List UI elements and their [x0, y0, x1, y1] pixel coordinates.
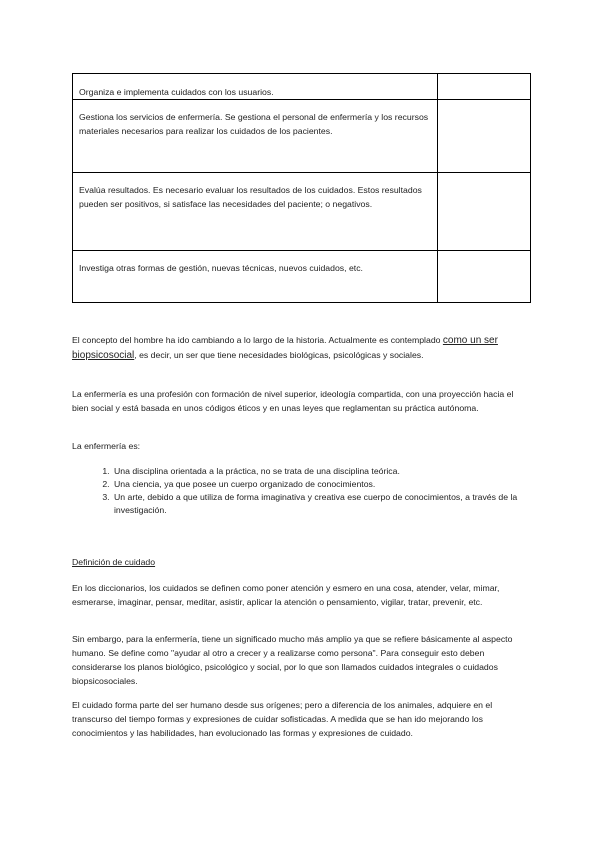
emphasis-text: como un ser biopsicosocial [72, 335, 498, 361]
paragraph-text: , es decir, un ser que tiene necesidades biológicas, psicológicas y sociales. [134, 350, 424, 360]
paragraph-origins: El cuidado forma parte del ser humano desde sus orígenes; pero a diferencia de los animales, adquiere en el transcurso del tiempo formas y expresiones de cuidar sofisticadas. A medida que se han ido mejorando los conocimientos y las habilidades, han evolucionado las formas y expresiones de cuidado. [72, 700, 493, 738]
table-cell-text: Investiga otras formas de gestión, nuevas técnicas, nuevos cuidados, etc. [73, 251, 438, 303]
paragraph-concept [72, 333, 532, 363]
paragraph-nursing-is: La enfermería es: [72, 441, 141, 451]
table-row [73, 74, 531, 100]
list-item: 1. Una disciplina orientada a la práctica, no se trata de una disciplina teórica. [112, 465, 532, 478]
numbered-list [72, 465, 532, 517]
table-cell-empty [438, 100, 531, 173]
table-cell-empty [438, 251, 531, 303]
paragraph-nursing-profession: La enfermería es una profesión con formación de nivel superior, ideología compartida, con una proyección hacia el bien social y está basada en unos códigos éticos y en unas leyes que reglamentan su práctica autónoma. [72, 389, 514, 413]
table-cell-text: Gestiona los servicios de enfermería. Se gestiona el personal de enfermería y los recursos materiales necesarios para realizar los cuidados de los pacientes. [73, 100, 438, 173]
section-heading: Definición de cuidado [72, 557, 156, 567]
list-item: 2. Una ciencia, ya que posee un cuerpo organizado de conocimientos. [112, 478, 532, 491]
functions-table [72, 73, 531, 303]
table-cell-text: Organiza e implementa cuidados con los usuarios. [73, 74, 438, 100]
table-row [73, 173, 531, 251]
paragraph-text: El concepto del hombre ha ido cambiando a lo largo de la historia. Actualmente es contemplado [72, 335, 443, 345]
table-row [73, 100, 531, 173]
paragraph-nursing-meaning: Sin embargo, para la enfermería, tiene un significado mucho más amplio ya que se refiere básicamente al aspecto humano. Se define como "ayudar al otro a crecer y a realizarse como persona". Para conseguir esto deben considerarse los planos biológico, psicológico y social, por lo que son llamados cuidados integrales o cuidados biopsicosociales. [72, 634, 513, 686]
paragraph-definition: En los diccionarios, los cuidados se definen como poner atención y esmero en una cosa, atender, velar, mimar, esmerarse, imaginar, pensar, meditar, asistir, aplicar la atención o pensamiento, vigilar, tratar, prevenir, etc. [72, 583, 500, 607]
list-item: 3. Un arte, debido a que utiliza de forma imaginativa y creativa ese cuerpo de conocimientos, a través de la investigación. [112, 491, 532, 517]
table-row [73, 251, 531, 303]
table-cell-empty [438, 74, 531, 100]
table-cell-text: Evalúa resultados. Es necesario evaluar los resultados de los cuidados. Estos resultados pueden ser positivos, si satisface las necesidades del paciente; o negativos. [73, 173, 438, 251]
table-cell-empty [438, 173, 531, 251]
